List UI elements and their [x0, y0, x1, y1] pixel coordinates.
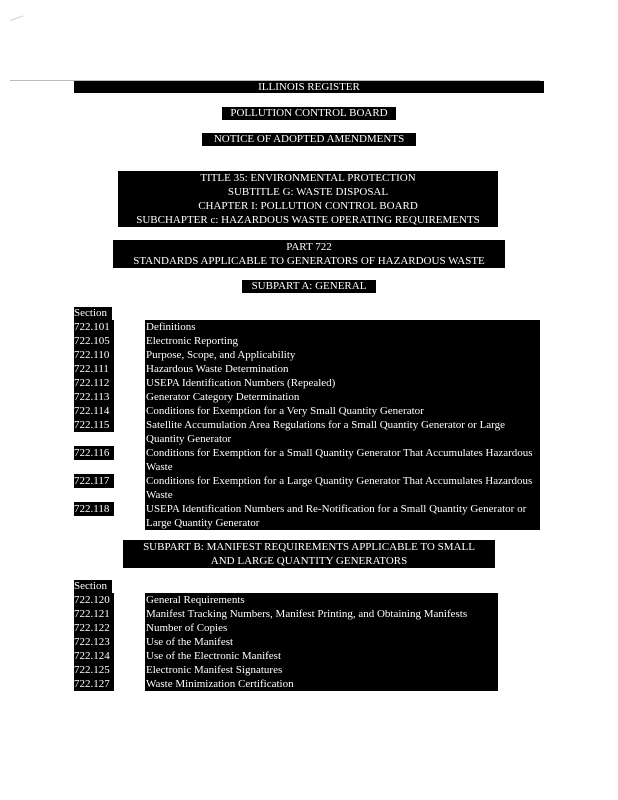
- subpart-a-heading: SUBPART A: GENERAL: [242, 280, 376, 293]
- section-row: [74, 635, 498, 649]
- section-title: USEPA Identification Numbers (Repealed): [145, 376, 540, 390]
- section-row: [74, 334, 540, 348]
- section-row: [74, 362, 540, 376]
- subpart-b-heading-line: SUBPART B: MANIFEST REQUIREMENTS APPLICABLE TO SMALL: [143, 541, 475, 553]
- title-line: TITLE 35: ENVIRONMENTAL PROTECTION: [200, 172, 416, 184]
- title-block: [118, 171, 498, 227]
- section-number: 722.113: [74, 390, 114, 404]
- section-row: [74, 677, 498, 691]
- section-row: [74, 418, 540, 446]
- subtitle-line: SUBTITLE G: WASTE DISPOSAL: [227, 186, 389, 198]
- section-title: Generator Category Determination: [145, 390, 540, 404]
- section-number: 722.111: [74, 362, 114, 376]
- section-number: 722.116: [74, 446, 114, 460]
- section-row: [74, 404, 540, 418]
- section-title: USEPA Identification Numbers and Re-Notification for a Small Quantity Generator or Large Quantity Generator: [145, 502, 540, 530]
- section-row: [74, 663, 498, 677]
- section-number: 722.115: [74, 418, 114, 432]
- part-heading: [113, 240, 505, 268]
- section-title: Definitions: [145, 320, 540, 334]
- section-title: Number of Copies: [145, 621, 498, 635]
- part-number: PART 722: [286, 241, 332, 253]
- section-row: [74, 320, 540, 334]
- section-title: Conditions for Exemption for a Small Quantity Generator That Accumulates Hazardous Waste: [145, 446, 540, 474]
- subpart-b-heading-line: AND LARGE QUANTITY GENERATORS: [210, 555, 408, 567]
- section-title: Use of the Manifest: [145, 635, 498, 649]
- section-number: 722.124: [74, 649, 114, 663]
- section-row: [74, 593, 498, 607]
- section-row: [74, 376, 540, 390]
- section-title: Use of the Electronic Manifest: [145, 649, 498, 663]
- section-number: 722.120: [74, 593, 114, 607]
- section-title: Conditions for Exemption for a Large Quantity Generator That Accumulates Hazardous Waste: [145, 474, 540, 502]
- section-number: 722.118: [74, 502, 114, 516]
- section-number: 722.125: [74, 663, 114, 677]
- section-row: [74, 649, 498, 663]
- section-number: 722.117: [74, 474, 114, 488]
- section-row: [74, 348, 540, 362]
- section-title: Waste Minimization Certification: [145, 677, 498, 691]
- section-number: 722.105: [74, 334, 114, 348]
- section-title: General Requirements: [145, 593, 498, 607]
- section-title: Manifest Tracking Numbers, Manifest Printing, and Obtaining Manifests: [145, 607, 498, 621]
- section-title: Electronic Reporting: [145, 334, 540, 348]
- chapter-line: CHAPTER I: POLLUTION CONTROL BOARD: [198, 200, 418, 212]
- section-number: 722.121: [74, 607, 114, 621]
- section-number: 722.122: [74, 621, 114, 635]
- scan-mark: [7, 6, 24, 21]
- section-row: [74, 621, 498, 635]
- section-label-b: Section: [74, 580, 112, 593]
- section-title: Conditions for Exemption for a Very Small Quantity Generator: [145, 404, 540, 418]
- section-row: [74, 607, 498, 621]
- section-row: [74, 502, 540, 530]
- board-name: POLLUTION CONTROL BOARD: [222, 107, 396, 120]
- subpart-b-heading: [123, 540, 495, 568]
- section-title: Satellite Accumulation Area Regulations for a Small Quantity Generator or Large Quantity Generator: [145, 418, 540, 446]
- section-label-a: Section: [74, 307, 112, 320]
- section-row: [74, 446, 540, 474]
- section-title: Hazardous Waste Determination: [145, 362, 540, 376]
- section-row: [74, 390, 540, 404]
- section-title: Purpose, Scope, and Applicability: [145, 348, 540, 362]
- section-number: 722.123: [74, 635, 114, 649]
- register-title: ILLINOIS REGISTER: [74, 81, 544, 93]
- subchapter-line: SUBCHAPTER c: HAZARDOUS WASTE OPERATING REQUIREMENTS: [136, 214, 480, 226]
- section-title: Electronic Manifest Signatures: [145, 663, 498, 677]
- section-number: 722.112: [74, 376, 114, 390]
- section-number: 722.110: [74, 348, 114, 362]
- section-number: 722.114: [74, 404, 114, 418]
- section-number: 722.127: [74, 677, 114, 691]
- section-number: 722.101: [74, 320, 114, 334]
- section-row: [74, 474, 540, 502]
- notice-title: NOTICE OF ADOPTED AMENDMENTS: [202, 133, 416, 146]
- part-title: STANDARDS APPLICABLE TO GENERATORS OF HAZARDOUS WASTE: [133, 255, 485, 267]
